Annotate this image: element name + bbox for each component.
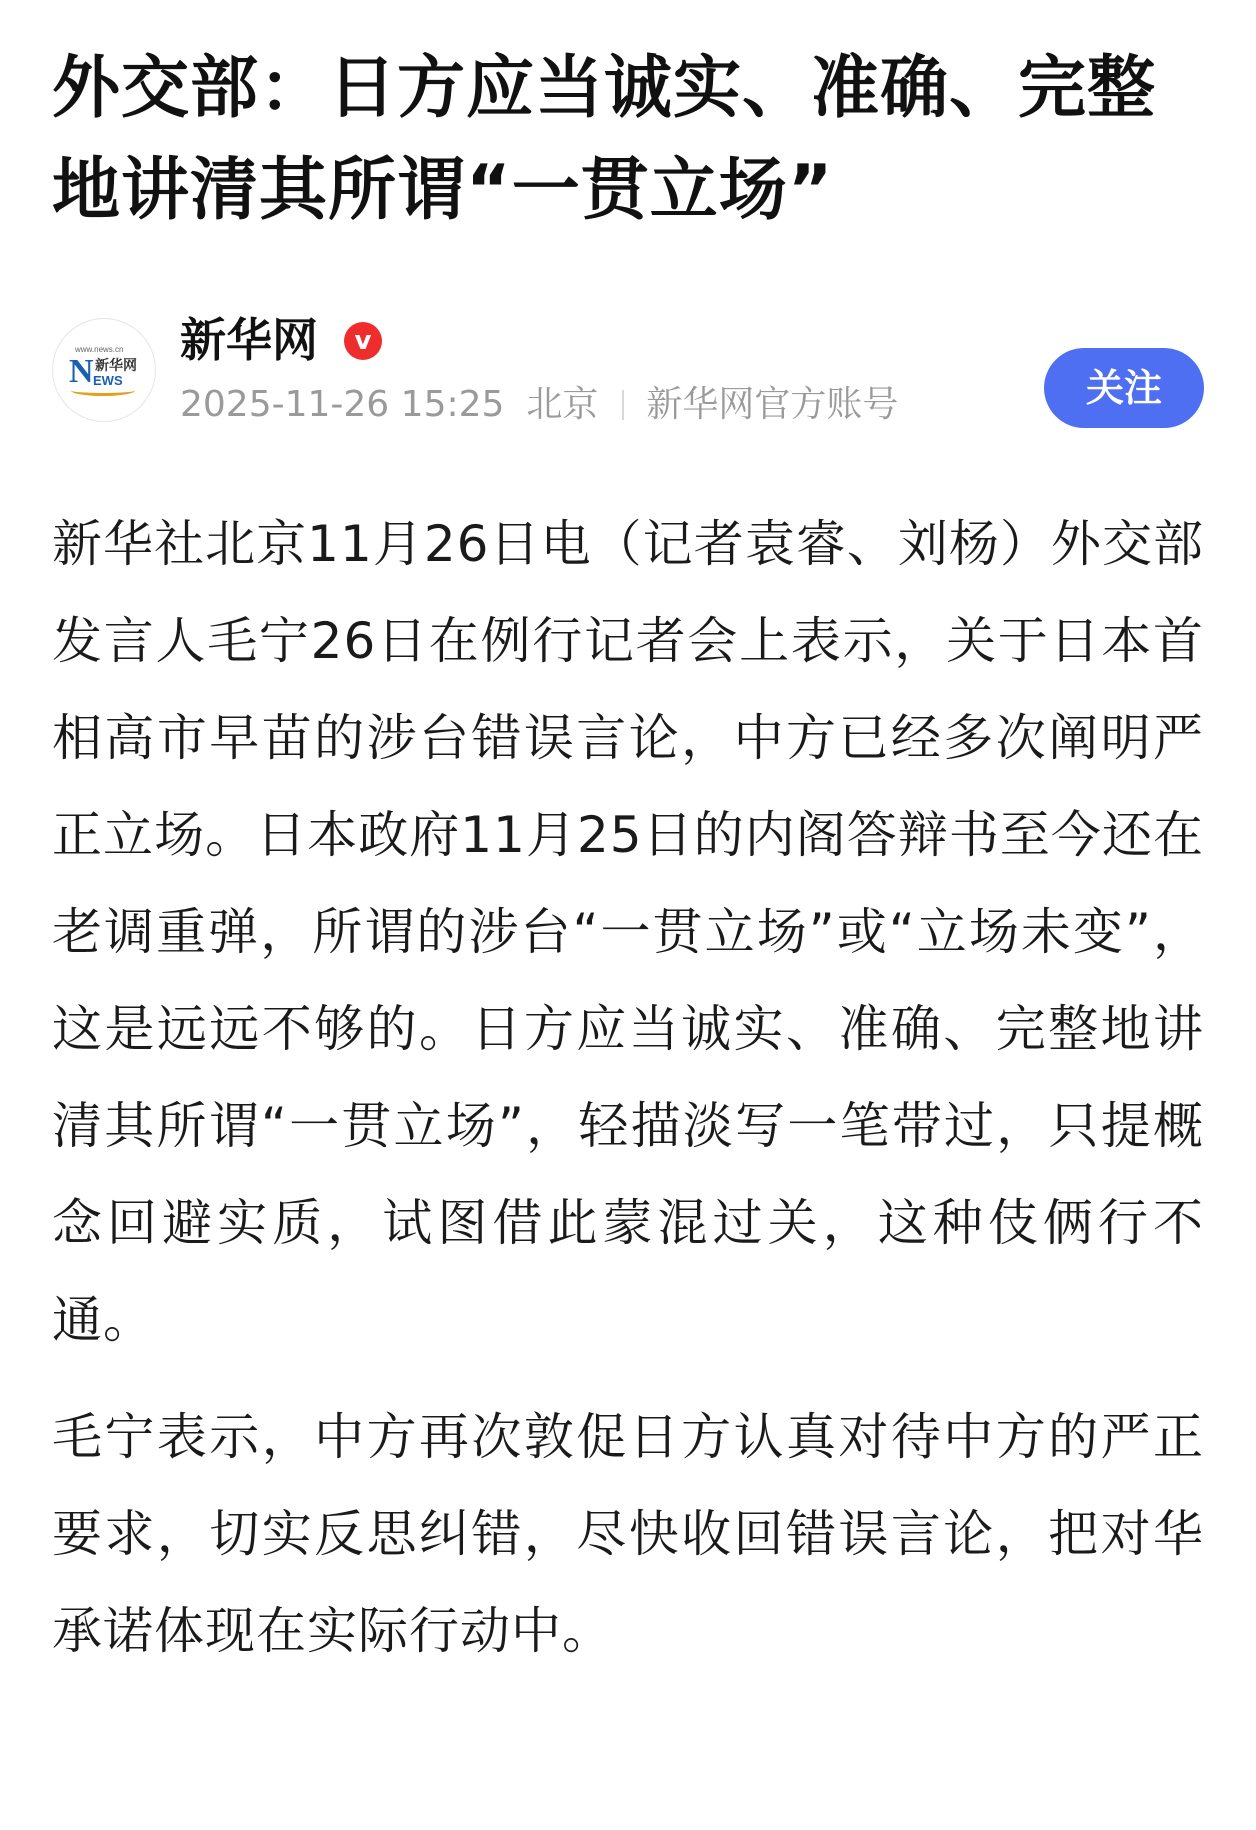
author-bar <box>52 312 1204 436</box>
publish-location: 北京 <box>526 384 599 425</box>
xinhuanet-logo-icon <box>71 385 135 396</box>
avatar-logo-letter: N <box>69 353 94 390</box>
article-paragraph: 新华社北京11月26日电（记者袁睿、刘杨）外交部发言人毛宁26日在例行记者会上表示，关于日本首相高市早苗的涉台错误言论，中方已经多次阐明严正立场。日本政府11月25日的内阁答辩书至今还在老调重弹，所谓的涉台“一贯立场”或“立场未变”，这是远远不够的。日方应当诚实、准确、完整地讲清其所谓“一贯立场”，轻描淡写一笔带过，只提概念回避实质，试图借此蒙混过关，这种伎俩行不通。 <box>52 515 1204 1349</box>
article-body <box>52 496 1204 1680</box>
avatar-site-text: www.news.cn <box>75 345 124 354</box>
article-meta <box>180 382 898 428</box>
article-title: 外交部：日方应当诚实、准确、完整地讲清其所谓“一贯立场” <box>52 49 1157 230</box>
author-avatar[interactable] <box>52 318 156 422</box>
author-name[interactable]: 新华网 <box>180 313 318 367</box>
verified-badge-icon: v <box>344 322 382 360</box>
account-type-label: 新华网官方账号 <box>646 384 899 425</box>
article-paragraph: 毛宁表示，中方再次敦促日方认真对待中方的严正要求，切实反思纠错，尽快收回错误言论，把对华承诺体现在实际行动中。 <box>52 1408 1204 1660</box>
avatar-news-word: EWS <box>93 373 123 388</box>
meta-divider <box>622 390 624 420</box>
publish-timestamp: 2025-11-26 15:25 <box>180 384 505 425</box>
avatar-cn-name: 新华网 <box>95 358 137 374</box>
follow-button[interactable]: 关注 <box>1044 348 1204 428</box>
